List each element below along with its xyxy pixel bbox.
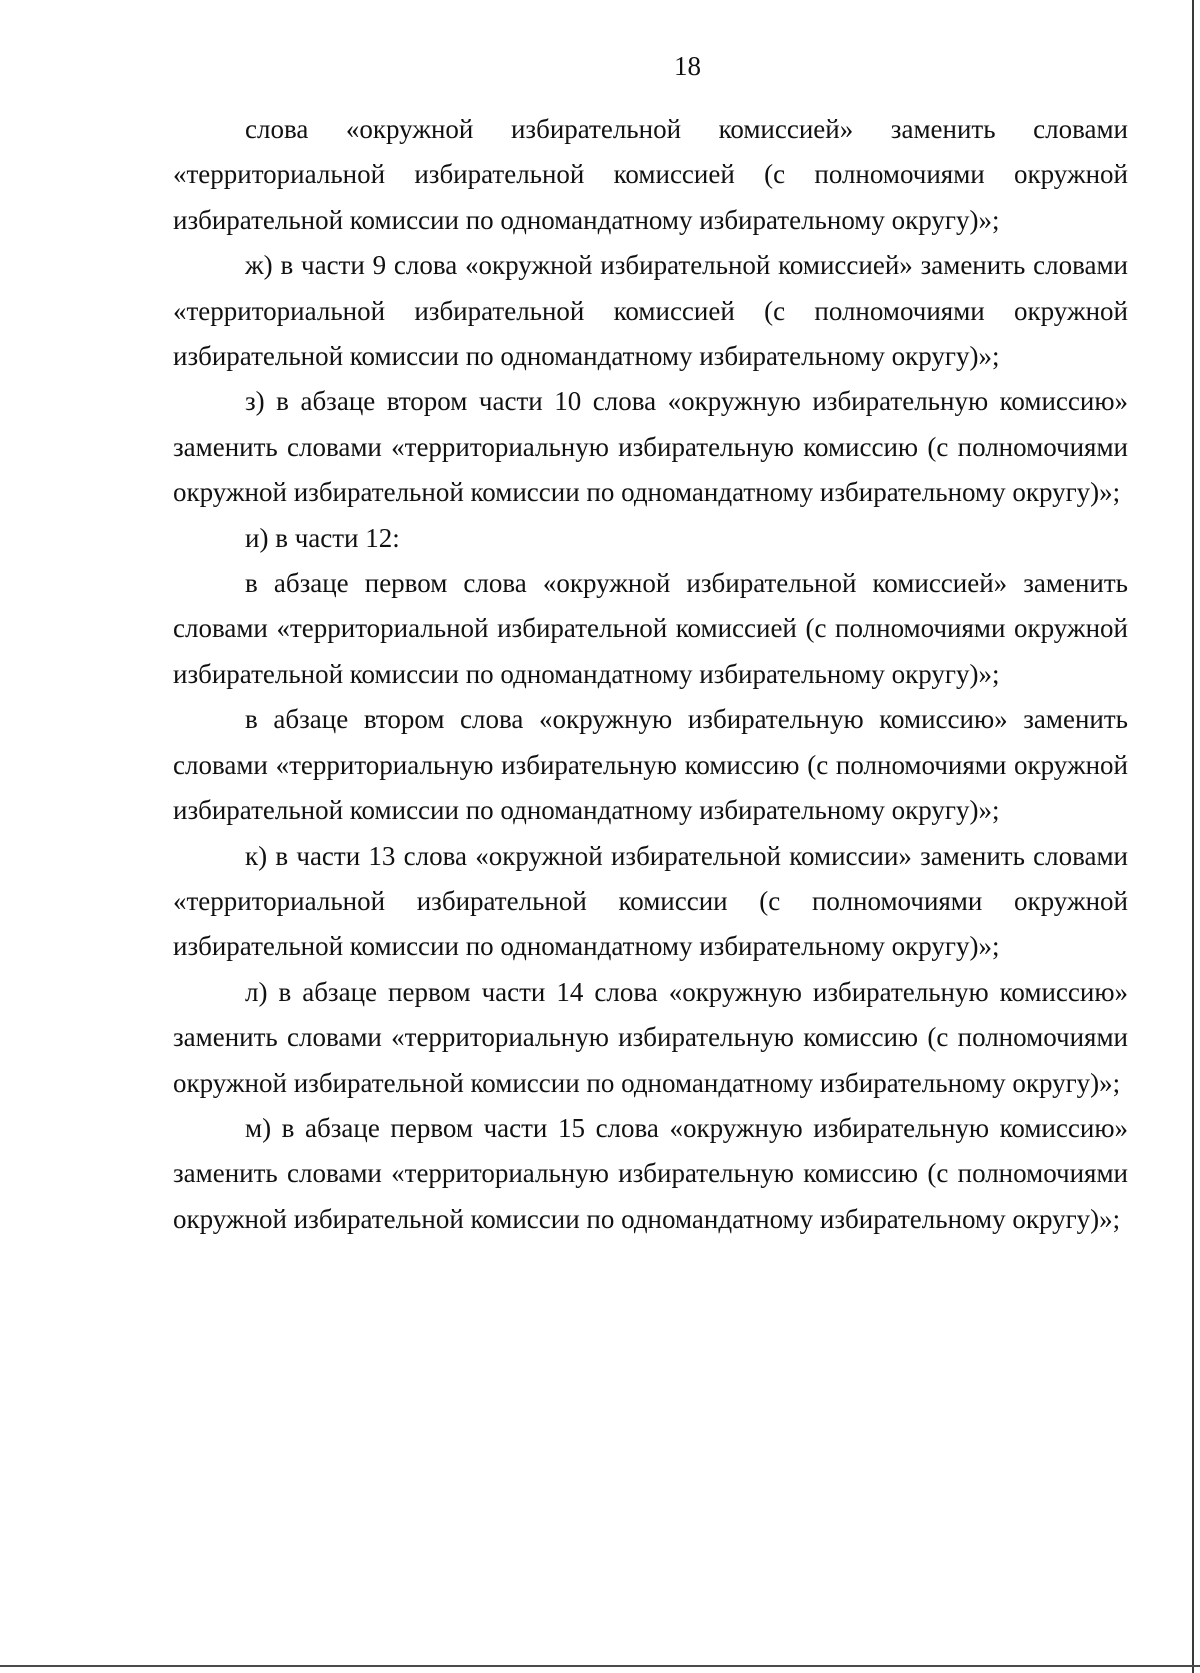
paragraph-item-m: м) в абзаце первом части 15 слова «окружную избирательную комиссию» заменить словами «территориальную избирательную комиссию (с полномочиями окружной избирательной комиссии по одномандатному избирательному округу)»;: [173, 1112, 1128, 1234]
paragraph-item-zh: ж) в части 9 слова «окружной избирательной комиссией» заменить словами «территориальной избирательной комиссией (с полномочиями окружной избирательной комиссии по одномандатному избирательному округу)»;: [173, 250, 1128, 372]
paragraph-item-l: л) в абзаце первом части 14 слова «окружную избирательную комиссию» заменить словами «территориальную избирательную комиссию (с полномочиями окружной избирательной комиссии по одномандатному избирательному округу)»;: [173, 976, 1128, 1098]
paragraph-item-i-second: в абзаце втором слова «окружную избирательную комиссию» заменить словами «территориальную избирательную комиссию (с полномочиями окружной избирательной комиссии по одномандатному избирательному округу)»;: [173, 704, 1128, 826]
paragraph-item-i-first: в абзаце первом слова «окружной избирательной комиссией» заменить словами «территориальной избирательной комиссией (с полномочиями окружной избирательной комиссии по одномандатному избирательному округу)»;: [173, 568, 1128, 689]
page-edge-bottom: [0, 1665, 1200, 1667]
page-edge-right: [1192, 0, 1194, 1673]
page-number: 18: [674, 51, 701, 81]
paragraph-continuation: слова «окружной избирательной комиссией» заменить словами «территориальной избирательной комиссией (с полномочиями окружной избирательной комиссии по одномандатному избирательному округу)»;: [173, 114, 1128, 235]
paragraph-item-z: з) в абзаце втором части 10 слова «окружную избирательную комиссию» заменить словами «территориальную избирательную комиссию (с полномочиями окружной избирательной комиссии по одномандатному избирательному округу)»;: [173, 386, 1128, 508]
document-body: [173, 107, 1128, 1242]
paragraph-item-k: к) в части 13 слова «окружной избирательной комиссии» заменить словами «территориальной избирательной комиссии (с полномочиями окружной избирательной комиссии по одномандатному избирательному округу)»;: [173, 840, 1128, 962]
paragraph-item-i: и) в части 12:: [245, 522, 400, 553]
